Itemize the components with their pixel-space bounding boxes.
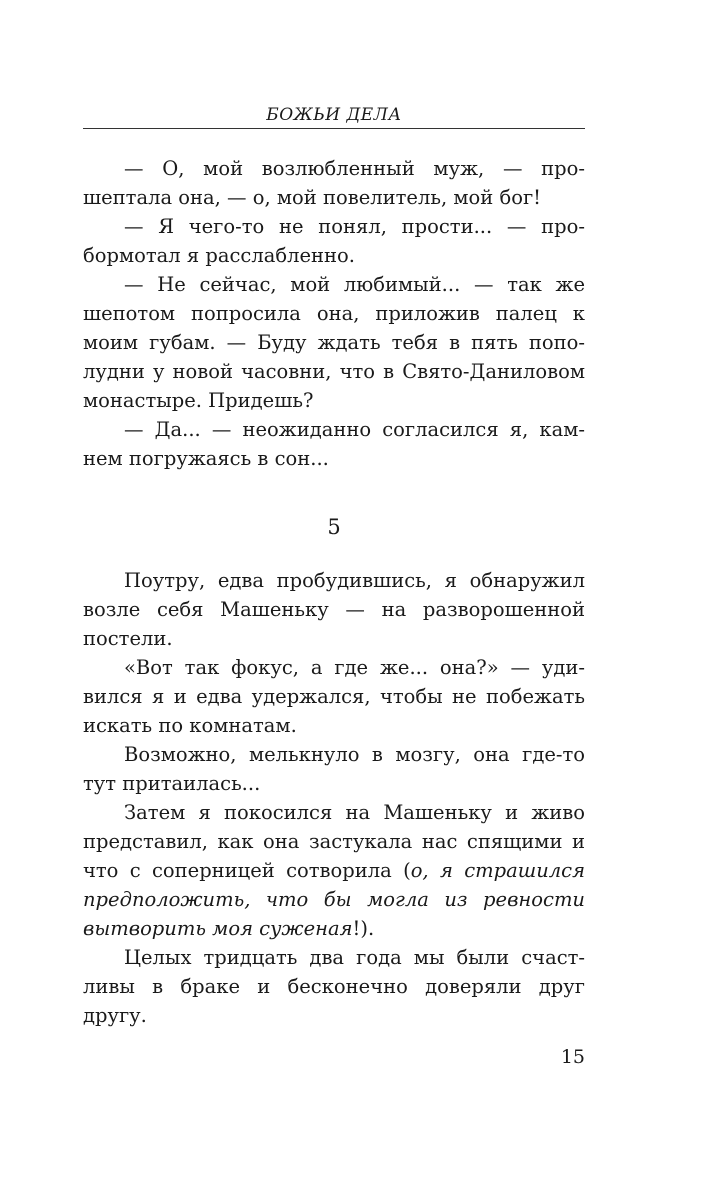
running-title: БОЖЬИ ДЕЛА xyxy=(266,105,402,125)
paragraph: — Да... — неожиданно согласился я, камнем погружаясь в сон... xyxy=(83,418,585,470)
paragraph: Целых тридцать два года мы были счастливы в браке и бесконечно доверяли друг другу. xyxy=(83,946,585,1027)
page-number: 15 xyxy=(560,1046,585,1068)
paragraph: — О, мой возлюбленный муж, — прошептала она, — о, мой повелитель, мой бог! xyxy=(83,157,585,209)
book-page xyxy=(83,0,585,1182)
text-block-before-chapter xyxy=(83,154,585,473)
paragraph: «Вот так фокус, а где же... она?» — удивился я и едва удержался, чтобы не побежать искать по комнатам. xyxy=(83,656,585,737)
text-block-chapter-5 xyxy=(83,566,585,1030)
paragraph: Поутру, едва пробудившись, я обнаружил возле себя Машеньку — на разворошенной постели. xyxy=(83,569,585,650)
paragraph: — Не сейчас, мой любимый... — так же шепотом попросила она, приложив палец к моим губам. — Буду ждать тебя в пять пополудни у новой часовни, что в Свято-Даниловом монастыре. Придешь? xyxy=(83,273,585,412)
paragraph xyxy=(83,798,585,943)
chapter-number: 5 xyxy=(327,515,341,539)
paragraph-text: Затем я покосился на Машеньку и живо представил, как она застукала нас спящими и что с соперницей сотворила ( xyxy=(83,801,585,882)
italic-aside: о, я страшился предположить, что бы могла из ревности вытворить моя суженая xyxy=(83,859,585,940)
paragraph-text: !). xyxy=(352,917,375,940)
paragraph: — Я чего-то не понял, прости... — пробормотал я расслабленно. xyxy=(83,215,585,267)
header-rule xyxy=(83,128,585,129)
paragraph: Возможно, мелькнуло в мозгу, она где-то тут притаилась... xyxy=(83,743,585,795)
